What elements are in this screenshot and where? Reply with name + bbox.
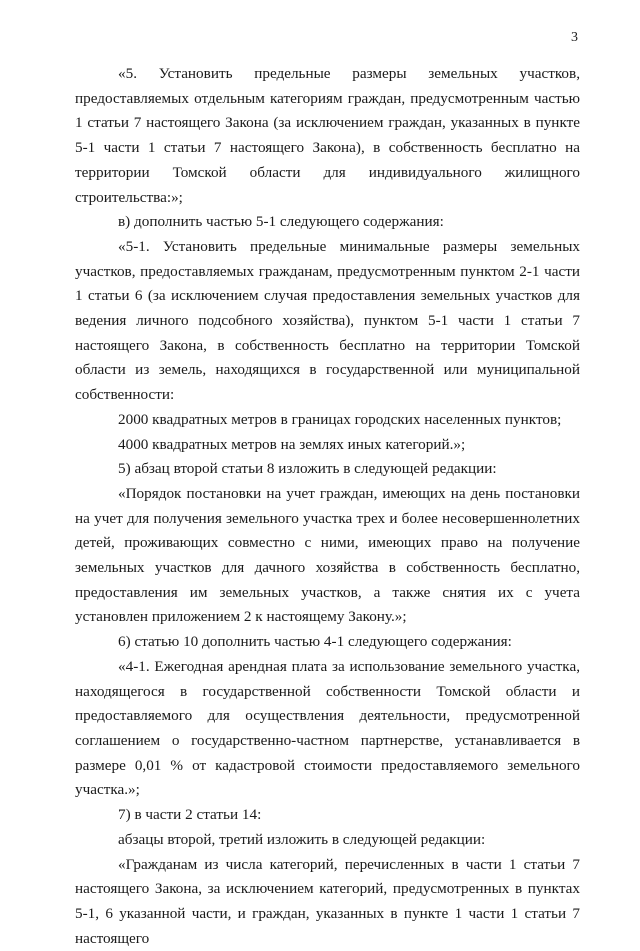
- paragraph-quote-5-1: «5-1. Установить предельные минимальные размеры земельных участков, предоставляемых гражданам, предусмотренным пунктом 2-1 части 1 статьи 6 (за исключением случая предоставления земельных участков для ведения личного подсобного хозяйства), пунктом 5-1 части 1 статьи 7 настоящего Закона, в собственность бесплатно на территории Томской области из земель, находящихся в государственной или муниципальной собственности:: [75, 235, 580, 408]
- paragraph-quote-registration-order: «Порядок постановки на учет граждан, имеющих на день постановки на учет для получения земельного участка трех и более несовершеннолетних детей, проживающих совместно с ними, имеющих право на получение земельных участков для дачного хозяйства в собственность бесплатно, предоставления им земельных участков, а также снятия их с учета установлен приложением 2 к настоящему Закону.»;: [75, 482, 580, 630]
- paragraph-4000-sqm: 4000 квадратных метров на землях иных категорий.»;: [75, 433, 580, 458]
- paragraph-2000-sqm: 2000 квадратных метров в границах городских населенных пунктов;: [75, 408, 580, 433]
- page-number: 3: [571, 30, 578, 46]
- paragraph-item-5: 5) абзац второй статьи 8 изложить в следующей редакции:: [75, 457, 580, 482]
- paragraph-abzacy: абзацы второй, третий изложить в следующей редакции:: [75, 828, 580, 853]
- paragraph-item-6: 6) статью 10 дополнить частью 4-1 следующего содержания:: [75, 630, 580, 655]
- paragraph-quote-5: «5. Установить предельные размеры земельных участков, предоставляемых отдельным категориям граждан, предусмотренным частью 1 статьи 7 настоящего Закона (за исключением граждан, указанных в пункте 5-1 части 1 статьи 7 настоящего Закона), в собственность бесплатно на территории Томской области для индивидуального жилищного строительства:»;: [75, 62, 580, 210]
- paragraph-quote-citizens: «Гражданам из числа категорий, перечисленных в части 1 статьи 7 настоящего Закона, за исключением категорий, предусмотренных в пунктах 5-1, 6 указанной части, и граждан, указанных в пункте 1 части 1 статьи 7 настоящего: [75, 853, 580, 951]
- document-body: [75, 62, 580, 951]
- paragraph-item-7: 7) в части 2 статьи 14:: [75, 803, 580, 828]
- paragraph-add-part-5-1: в) дополнить частью 5-1 следующего содержания:: [75, 210, 580, 235]
- paragraph-quote-4-1: «4-1. Ежегодная арендная плата за использование земельного участка, находящегося в государственной собственности Томской области и предоставляемого для осуществления деятельности, предусмотренной соглашением о государственно-частном партнерстве, устанавливается в размере 0,01 % от кадастровой стоимости предоставляемого земельного участка.»;: [75, 655, 580, 803]
